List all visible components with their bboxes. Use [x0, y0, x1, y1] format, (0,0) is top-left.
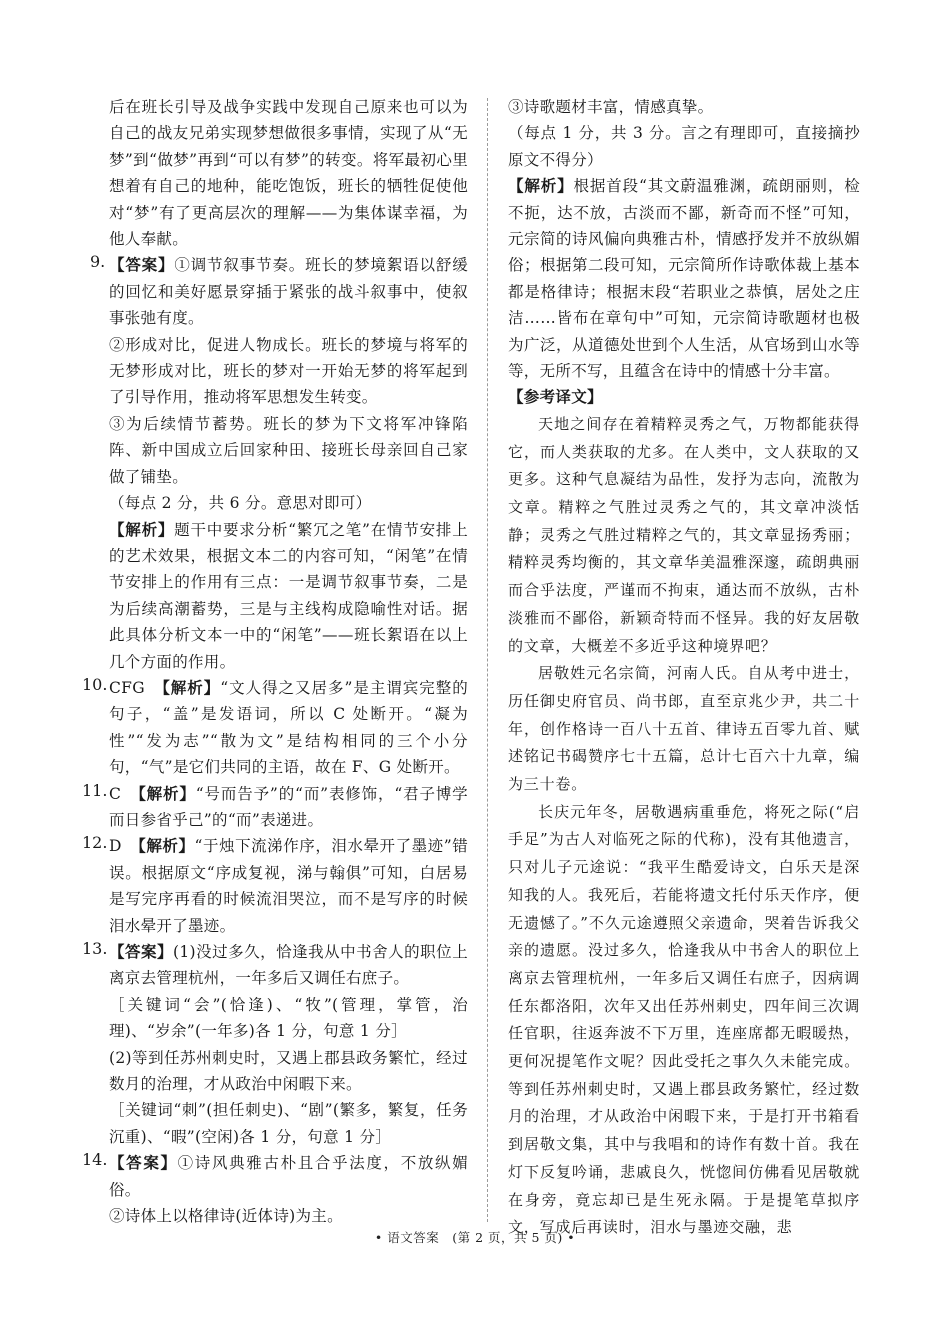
- q12-analysis: “于烛下流涕作序，泪水晕开了墨迹”错误。根据原文“序成复视，涕与翰俱”可知，白居易是写完序再看的时候流泪哭泣，而不是写序的时候泪水晕开了墨迹。: [109, 837, 468, 935]
- question-11: [82, 780, 468, 834]
- question-14: [82, 1150, 468, 1229]
- translation-paragraph-3: 长庆元年冬，居敬遇病重垂危，将死之际(“启手足”为古人对临死之际的代称)，没有其他遗言，只对儿子元途说：“我平生酷爱诗文，白乐天是深知我的人。我死后，若能将遗文托付乐天作序，便无遗憾了。”不久元途遵照父亲遗命，哭着告诉我父亲的遗愿。没过多久，恰逢我从中书舍人的职位上离京去管理杭州，一年多后又调任右庶子，因病调任东都洛阳，次年又出任苏州刺史，四年间三次调任官职，往返奔波不下万里，连座席都无暇暖热，更何况提笔作文呢？因此受托之事久久未能完成。等到任苏州刺史时，又遇上郡县政务繁忙，经过数月的治理，才从政治中闲暇下来，于是打开书箱看到居敬文集，其中与我唱和的诗作有数十首。我在灯下反复吟诵，悲戚良久，恍惚间仿佛看见居敬就在身旁，竟忘却已是生死永隔。于是提笔草拟序文，写成后再读时，泪水与墨迹交融，悲: [508, 802, 860, 1237]
- q9-score-note: （每点 2 分，共 6 分。意思对即可）: [109, 494, 372, 513]
- q9-point-2: ②形成对比，促进人物成长。班长的梦境与将军的无梦形成对比，班长的梦对一开始无梦的将军起到了引导作用，推动将军思想发生转变。: [109, 335, 468, 407]
- q10-number: 10.: [82, 674, 108, 694]
- q9-point-3: ③为后续情节蓄势。班长的梦为下文将军冲锋陷阵、新中国成立后回家种田、接班长母亲回自己家做了铺垫。: [109, 414, 468, 486]
- q11-answer: C: [109, 784, 122, 803]
- q14-analysis-tag: 【解析】: [508, 176, 574, 196]
- q10-analysis: “文人得之又居多”是主谓宾完整的句子，“盖”是发语词，所以 C 处断开。“凝为性”“发为志”“散为文”是结构相同的三个小分句，“气”是它们共同的主语，故在 F、G 处断开。: [109, 678, 468, 777]
- q9-number: 9.: [90, 252, 106, 272]
- q9-analysis-tag: 【解析】: [109, 519, 175, 539]
- question-10: [82, 674, 468, 781]
- column-divider: [487, 98, 488, 1222]
- q11-number: 11.: [82, 780, 108, 800]
- q14-answer-tag: 【答案】: [109, 1153, 178, 1173]
- q14-analysis: 根据首段“其文蔚温雅渊，疏朗丽则，检不扼，达不放，古淡而不鄙，新奇而不怪”可知，元宗简的诗风偏向典雅古朴，情感抒发并不放纵媚俗；根据第二段可知，元宗简所作诗歌体裁上基本都是格律诗；根据末段“若职业之恭慎，居处之庄洁……皆布在章句中”可知，元宗简诗歌题材也极为广泛，从道德处世到个人生活，从官场到山水等等，无所不写，且蕴含在诗中的情感十分丰富。: [508, 177, 860, 381]
- q9-analysis: 题干中要求分析“繁冗之笔”在情节安排上的艺术效果，根据文本二的内容可知，“闲笔”在情节安排上的作用有三点：一是调节叙事节奏，二是为后续高潮蓄势，三是与主线构成隐喻性对话。据此具体分析文本一中的“闲笔”——班长絮语在以上几个方面的作用。: [109, 520, 468, 671]
- q10-analysis-tag: 【解析】: [162, 677, 221, 697]
- q14-point-2: ②诗体上以格律诗(近体诗)为主。: [109, 1207, 343, 1226]
- q14-point-3: ③诗歌题材丰富，情感真挚。: [508, 98, 714, 116]
- left-column: [82, 94, 468, 1229]
- q9-point-1: ①调节叙事节奏。班长的梦境絮语以舒缓的回忆和美好愿景穿插于紧张的战斗叙事中，使叙事张弛有度。: [109, 256, 468, 328]
- q14-number: 14.: [82, 1150, 108, 1170]
- q13-keywords-2: ［关键词“刺”(担任刺史)、“剧”(繁多，繁复，任务沉重)、“暇”(空闲)各 1 分，句意 1 分］: [109, 1101, 468, 1146]
- q12-number: 12.: [82, 833, 108, 853]
- q13-keywords-1: ［关键词“会”(恰逢)、“牧”(管理，掌管，治理)、“岁余”(一年多)各 1 分，句意 1 分］: [109, 995, 468, 1041]
- question-12: [82, 833, 468, 939]
- question-13: [82, 939, 468, 1150]
- q11-analysis-tag: 【解析】: [138, 783, 196, 803]
- reference-translation-title: 【参考译文】: [508, 387, 603, 407]
- q8-continuation: 后在班长引导及战争实践中发现自己原来也可以为自己的战友兄弟实现梦想做很多事情，实现了从“无梦”到“做梦”再到“可以有梦”的转变。将军最初心里想着有自己的地种，能吃饱饭，班长的牺牲促使他对“梦”有了更高层次的理解——为集体谋幸福，为他人奉献。: [109, 98, 468, 249]
- q13-translation-2: (2)等到任苏州刺史时，又遇上郡县政务繁忙，经过数月的治理，才从政治中闲暇下来。: [109, 1048, 468, 1094]
- translation-paragraph-1: 天地之间存在着精粹灵秀之气，万物都能获得它，而人类获取的尤多。在人类中，文人获取的又更多。这种气息凝结为品性，发抒为志向，流散为文章。精粹之气胜过灵秀之气的，其文章冲淡恬静；灵秀之气胜过精粹之气的，其文章显扬秀丽；精粹灵秀均衡的，其文章华美温雅深邃，疏朗典丽而合乎法度，严谨而不拘束，通达而不放纵，古朴淡雅而不鄙俗，新颖奇特而不怪异。我的好友居敬的文章，大概差不多近乎这种境界吧？: [508, 414, 860, 655]
- q10-answer: CFG: [109, 678, 145, 697]
- q14-point-1: ①诗风典雅古朴且合乎法度，不放纵媚俗。: [109, 1154, 468, 1199]
- q12-answer: D: [109, 837, 122, 856]
- q9-answer-tag: 【答案】: [109, 255, 175, 275]
- right-column: [508, 94, 860, 1242]
- q11-analysis: “号而告予”的“而”表修饰，“君子博学而日参省乎己”的“而”表递进。: [109, 784, 468, 829]
- q13-answer-tag: 【答案】: [109, 942, 174, 961]
- translation-paragraph-2: 居敬姓元名宗简，河南人氏。自从考中进士，历任御史府官员、尚书郎，直至京兆少尹，共二十年，创作格诗一百八十五首、律诗五百零九首、赋述铭记书碣赞序七十五篇，总计七百六十九章，编为三十卷。: [508, 664, 860, 794]
- q14-score-note: （每点 1 分，共 3 分。言之有理即可，直接摘抄原文不得分）: [508, 124, 860, 169]
- q12-analysis-tag: 【解析】: [138, 836, 195, 856]
- page-footer: • 语文答案 (第 2 页，共 5 页) •: [374, 1230, 576, 1245]
- q13-translation-1: (1)没过多久，恰逢我从中书舍人的职位上离京去管理杭州，一年多后又调任右庶子。: [109, 943, 468, 988]
- question-9: [90, 252, 468, 675]
- q13-number: 13.: [82, 939, 108, 958]
